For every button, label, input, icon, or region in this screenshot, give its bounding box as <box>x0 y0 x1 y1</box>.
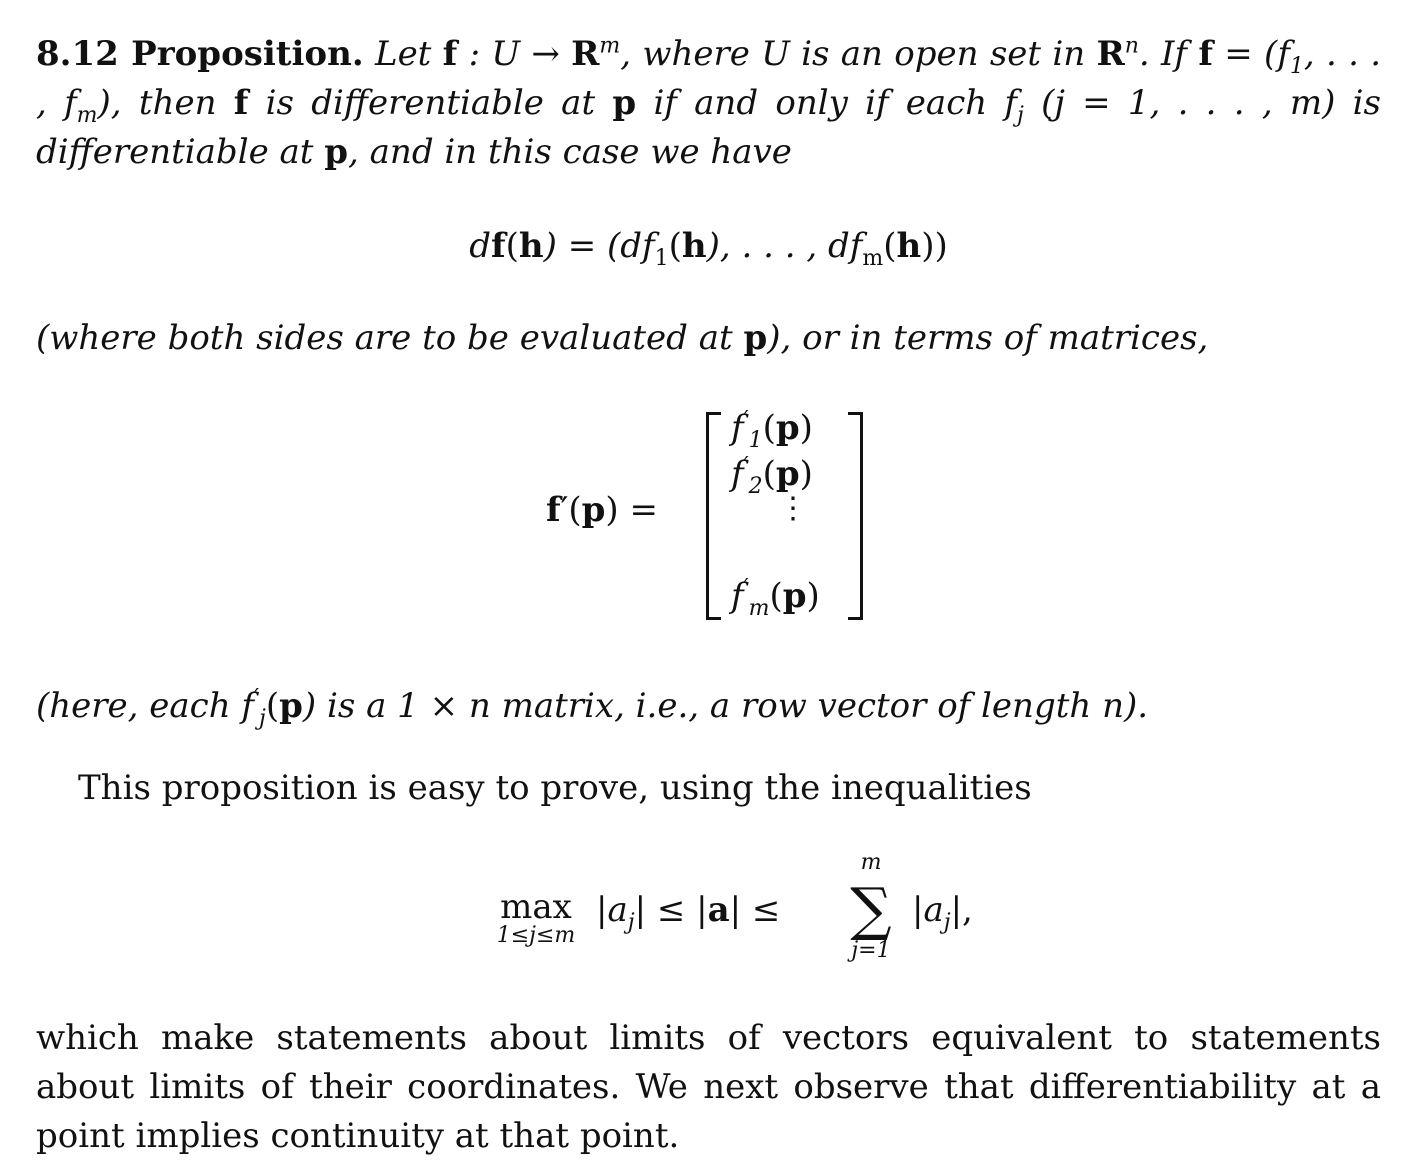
document-page <box>36 30 1382 1156</box>
proposition-text: Let f : $U \to R^m$, where U is an open set in $R^n$. If $f = (f_1$, . . . , $f_m$), then f is differentiable at p if and only if each $f_j$ (j = 1, . . . , m) is differentiable at p, and in this case we have <box>36 33 1382 172</box>
inequality-tail: $|a_j|$, <box>912 890 973 935</box>
matrix-lhs: f′(p) = <box>546 490 658 530</box>
left-bracket <box>706 412 721 620</box>
sum-operator: m ∑ j=1 <box>850 850 892 963</box>
evaluation-text: (where both sides are to be evaluated at p), or in terms of matrices, <box>36 318 1209 358</box>
matrix-row: $f'_2(p)$ <box>731 453 813 499</box>
proof-intro: This proposition is easy to prove, using the inequalities <box>78 768 1032 808</box>
right-bracket <box>848 412 863 620</box>
max-operator: max 1≤j≤m <box>496 887 576 948</box>
norm-inequality <box>476 850 1016 980</box>
matrix-row: $f'_1(p)$ <box>731 407 813 453</box>
proposition-paragraph <box>36 30 1381 177</box>
matrix-vdots: ⋮ <box>778 491 808 526</box>
jacobian-matrix <box>546 408 946 648</box>
differential-equation: $df(h) = (df_1(h)$, . . . , $df_m(h)$) <box>469 226 948 271</box>
matrix-row: $f'_m(p)$ <box>731 575 820 621</box>
closing-paragraph: which make statements about limits of vectors equivalent to statements about limits of their coordinates. We next observe that differentiability at a point implies continuity at that point. <box>36 1018 1381 1156</box>
proposition-heading: 8.12 Proposition. <box>36 34 364 74</box>
row-vector-note: (here, each $f'_j(p)$ is a 1 × n matrix, i.e., a row vector of length n). <box>36 685 1149 731</box>
inequality-middle: $|a_j| \le |a|$ ≤ <box>596 890 781 935</box>
